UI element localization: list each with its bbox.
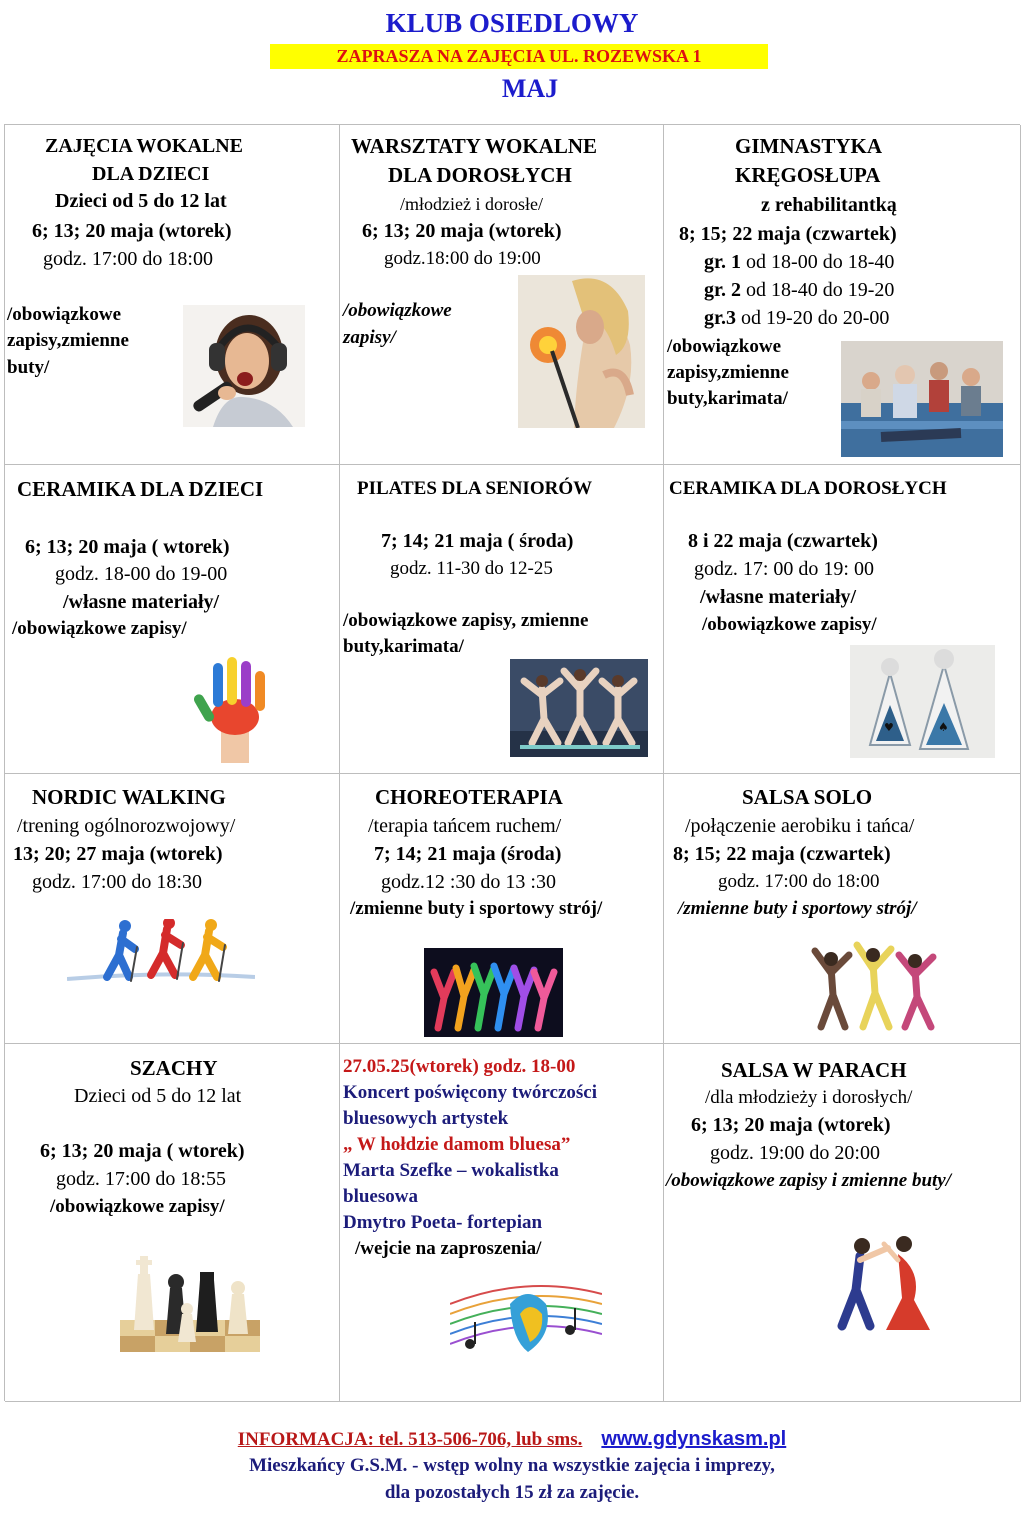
cell-note: /obowiązkowe <box>7 304 121 325</box>
cell-subtitle: /połączenie aerobiku i tańca/ <box>685 815 915 837</box>
cell-age: Dzieci od 5 do 12 lat <box>55 190 227 212</box>
cell-time: godz. 17: 00 do 19: 00 <box>694 558 874 580</box>
cell-title: KRĘGOSŁUPA <box>735 163 881 187</box>
group-2-schedule: gr. 2 od 18-40 do 19-20 <box>704 279 895 301</box>
cell-title: GIMNASTYKA <box>735 134 883 158</box>
cell-title: PILATES DLA SENIORÓW <box>357 478 593 499</box>
cell-ceramics-kids <box>5 465 340 774</box>
painted-hand-image <box>193 655 275 763</box>
cell-note: /obowiązkowe <box>343 300 452 321</box>
cell-title: CHOREOTERAPIA <box>375 785 563 809</box>
cell-chess <box>5 1044 340 1402</box>
cell-title: NORDIC WALKING <box>32 785 226 809</box>
cell-time: godz. 17:00 do 18:55 <box>56 1168 226 1190</box>
footer-line-3: dla pozostałych 15 zł za zajęcie. <box>384 1482 640 1503</box>
month-heading: MAJ <box>501 74 559 103</box>
cell-time: godz. 19:00 do 20:00 <box>710 1142 880 1164</box>
concert-text: bluesowych artystek <box>343 1108 509 1129</box>
cell-title: DLA DZIECI <box>92 163 210 185</box>
cell-time: godz.18:00 do 19:00 <box>384 248 541 269</box>
cell-note: /obowiązkowe <box>667 336 781 357</box>
cell-vocal-adults <box>340 125 664 465</box>
schedule-table <box>4 124 1020 1401</box>
dance-silhouettes-image <box>424 948 563 1037</box>
cell-note: buty/ <box>7 357 50 378</box>
group-1-schedule: gr. 1 od 18-00 do 18-40 <box>704 251 895 273</box>
footer-info: INFORMACJA: tel. 513-506-706, lub sms. <box>237 1429 583 1450</box>
cell-subtitle: /trening ogólnorozwojowy/ <box>17 815 236 837</box>
cell-title: SALSA W PARACH <box>721 1058 907 1082</box>
cell-time: godz. 17:00 do 18:00 <box>718 871 880 892</box>
concert-note: /wejcie na zaproszenia/ <box>355 1238 542 1259</box>
group-3-schedule: gr.3 od 19-20 do 20-00 <box>704 307 890 329</box>
cell-title: ZAJĘCIA WOKALNE <box>45 135 244 157</box>
cell-note: zapisy,zmienne <box>667 362 789 383</box>
cell-title: SZACHY <box>130 1056 218 1080</box>
website-link[interactable]: www.gdynskasm.pl <box>601 1428 787 1450</box>
cell-subtitle: /dla młodzieży i dorosłych/ <box>705 1087 913 1108</box>
cell-dates: 7; 14; 21 maja ( środa) <box>381 530 574 552</box>
cell-note: /własne materiały/ <box>63 591 220 613</box>
concert-text: bluesowa <box>343 1186 418 1207</box>
cell-dates: 13; 20; 27 maja (wtorek) <box>13 843 223 865</box>
cell-dates: 8 i 22 maja (czwartek) <box>688 530 878 552</box>
svg-text:♠: ♠ <box>938 720 949 734</box>
concert-text: Koncert poświęcony twórczości <box>343 1082 597 1103</box>
cell-note: /obowiązkowe zapisy/ <box>12 618 187 639</box>
pilates-image <box>510 659 648 757</box>
cell-nordic-walking <box>5 774 340 1044</box>
cell-audience: /młodzież i dorosłe/ <box>400 194 543 214</box>
cell-dates: 8; 15; 22 maja (czwartek) <box>679 223 897 245</box>
ceramics-image <box>850 645 995 758</box>
cell-note: /obowiązkowe zapisy, zmienne <box>343 610 589 631</box>
cell-vocal-kids <box>5 125 340 465</box>
cell-note: /obowiązkowe zapisy/ <box>50 1196 225 1217</box>
cell-choreotherapy <box>340 774 664 1044</box>
cell-salsa-solo <box>664 774 1021 1044</box>
cell-title: CERAMIKA DLA DZIECI <box>17 477 264 501</box>
footer-line-2: Mieszkańcy G.S.M. - wstęp wolny na wszystkie zajęcia i imprezy, <box>249 1455 775 1476</box>
cell-time: godz. 11-30 do 12-25 <box>390 558 553 579</box>
concert-date: 27.05.25(wtorek) godz. 18-00 <box>343 1056 576 1077</box>
cell-time: godz. 17:00 do 18:30 <box>32 871 202 893</box>
footer-contact <box>0 1428 1024 1451</box>
music-notes-image <box>450 1274 602 1362</box>
page-title: KLUB OSIEDLOWY <box>385 8 639 38</box>
cell-subtitle: /terapia tańcem ruchem/ <box>368 815 562 837</box>
svg-text:♥: ♥ <box>884 721 894 734</box>
concert-quote: „ W hołdzie damom bluesa” <box>343 1134 571 1155</box>
gymnastics-image <box>841 341 1003 457</box>
cell-note: zapisy,zmienne <box>7 330 129 351</box>
cell-note: /zmienne buty i sportowy strój/ <box>678 898 917 919</box>
concert-text: Marta Szefke – wokalistka <box>343 1160 559 1181</box>
salsa-couple-image <box>826 1226 946 1338</box>
salsa-dancers-image <box>809 937 941 1031</box>
nordic-walking-image <box>67 919 255 985</box>
cell-note: /obowiązkowe zapisy/ <box>702 614 877 635</box>
cell-time: godz. 18-00 do 19-00 <box>55 563 228 585</box>
cell-ceramics-adults <box>664 465 1021 774</box>
page-subtitle: ZAPRASZA NA ZAJĘCIA UL. ROZEWSKA 1 <box>270 44 768 69</box>
cell-note: buty,karimata/ <box>343 636 464 657</box>
cell-note: /obowiązkowe zapisy i zmienne buty/ <box>666 1170 952 1191</box>
cell-subtitle: z rehabilitantką <box>761 194 897 216</box>
chess-pieces-image <box>120 1234 260 1352</box>
cell-title: CERAMIKA DLA DOROSŁYCH <box>669 478 947 499</box>
cell-time: godz.12 :30 do 13 :30 <box>381 871 556 893</box>
cell-title: DLA DOROSŁYCH <box>388 163 572 187</box>
cell-note: buty,karimata/ <box>667 388 788 409</box>
cell-dates: 6; 13; 20 maja ( wtorek) <box>40 1140 245 1162</box>
cell-dates: 6; 13; 20 maja ( wtorek) <box>25 536 230 558</box>
cell-concert <box>340 1044 664 1402</box>
cell-dates: 6; 13; 20 maja (wtorek) <box>362 220 562 242</box>
cell-note: /własne materiały/ <box>700 586 857 608</box>
cell-note: /zmienne buty i sportowy strój/ <box>350 898 603 919</box>
cell-dates: 6; 13; 20 maja (wtorek) <box>691 1114 891 1136</box>
cell-pilates <box>340 465 664 774</box>
cell-note: zapisy/ <box>343 327 396 348</box>
cell-dates: 6; 13; 20 maja (wtorek) <box>32 220 232 242</box>
cell-age: Dzieci od 5 do 12 lat <box>74 1085 242 1107</box>
singer-woman-image <box>518 275 645 428</box>
cell-time: godz. 17:00 do 18:00 <box>43 248 213 270</box>
singer-girl-image <box>183 305 305 427</box>
cell-title: SALSA SOLO <box>742 785 873 809</box>
cell-title: WARSZTATY WOKALNE <box>351 134 598 158</box>
cell-spine-gym <box>664 125 1021 465</box>
cell-dates: 8; 15; 22 maja (czwartek) <box>673 843 891 865</box>
cell-dates: 7; 14; 21 maja (środa) <box>374 843 562 865</box>
cell-salsa-pairs <box>664 1044 1021 1402</box>
concert-text: Dmytro Poeta- fortepian <box>343 1212 543 1233</box>
